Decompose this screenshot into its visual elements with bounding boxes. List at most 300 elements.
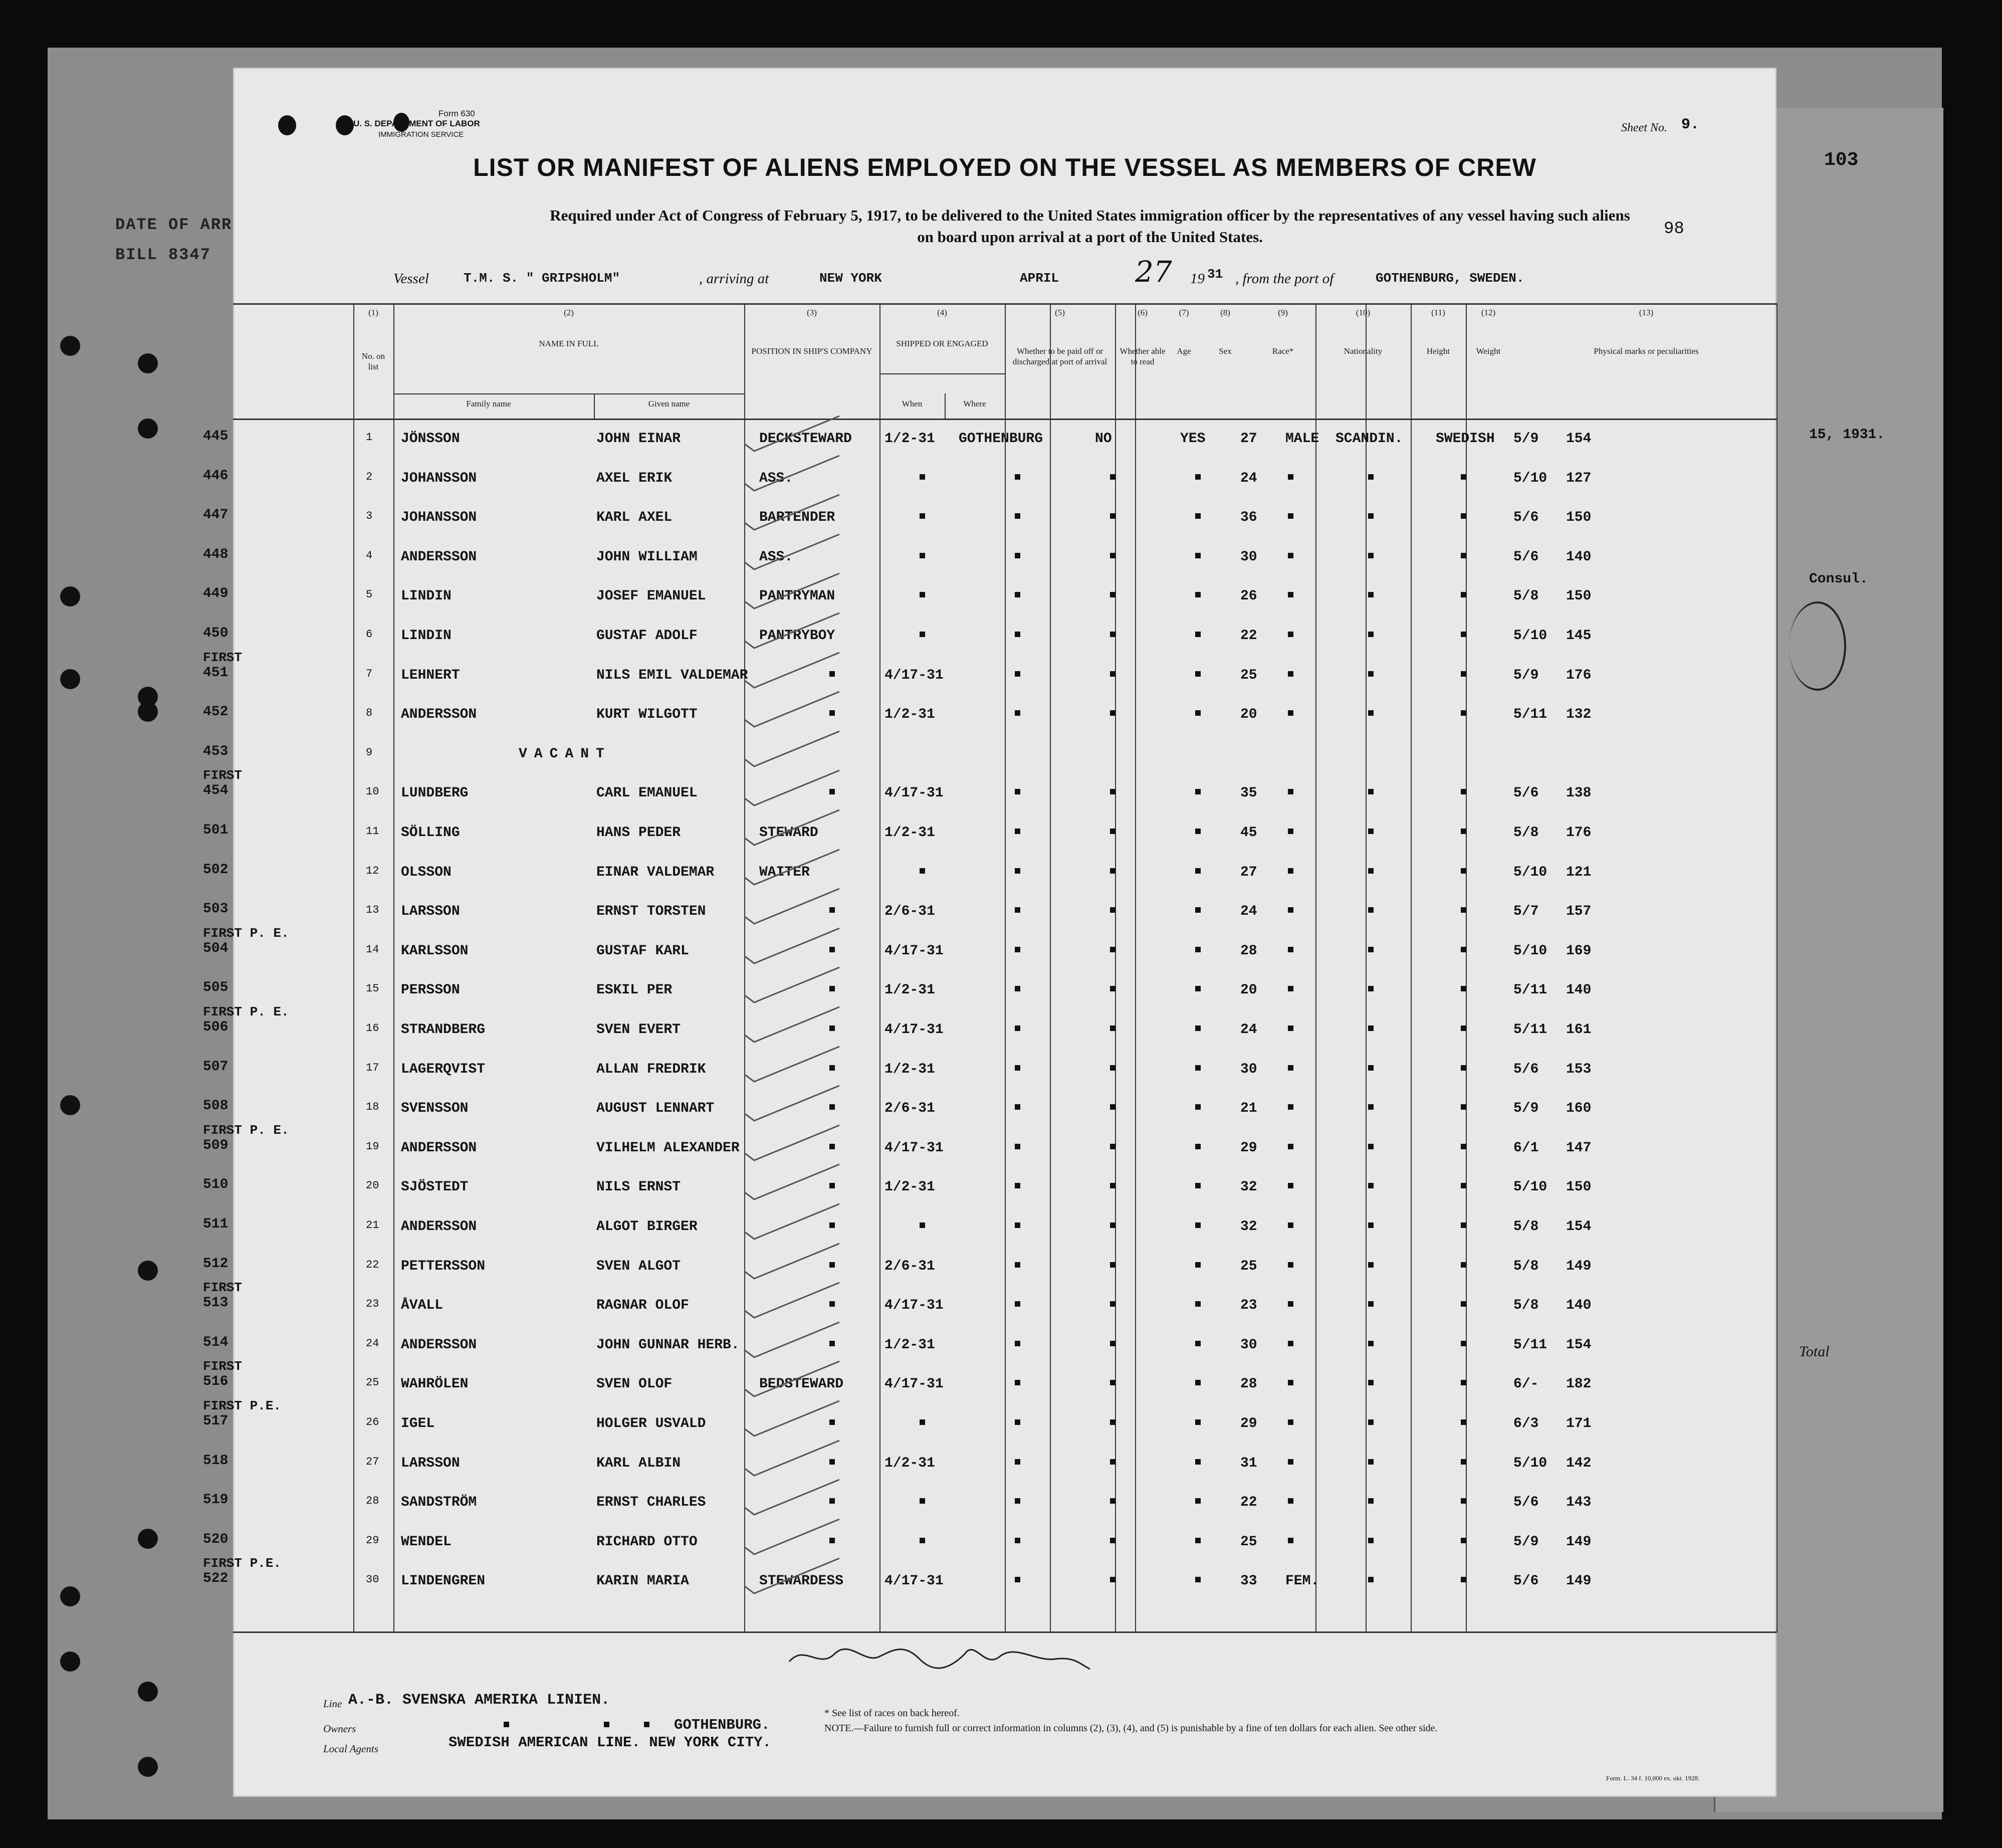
column-label: Age (1177, 346, 1191, 356)
family-name: JOHANSSON (401, 470, 477, 486)
check-mark-icon (734, 1359, 844, 1399)
ditto-mark (1461, 553, 1466, 558)
ditto-mark (1288, 1104, 1293, 1110)
ditto-mark (1110, 1144, 1116, 1149)
family-name: LARSSON (401, 904, 460, 920)
ditto-mark (1368, 868, 1374, 874)
ditto-mark (1368, 632, 1374, 637)
age: 20 (1240, 982, 1257, 998)
height: 5/10 (1513, 943, 1547, 959)
ditto-mark (1288, 1459, 1293, 1465)
manifest-subtitle-2: on board upon arrival at a port of the United States. (917, 228, 1263, 246)
ditto-mark (1110, 474, 1116, 480)
age: 30 (1240, 1061, 1257, 1077)
column-number: (2) (564, 308, 574, 317)
ditto-mark (1368, 986, 1374, 991)
height: 5/8 (1513, 588, 1539, 604)
agents-value: SWEDISH AMERICAN LINE. NEW YORK CITY. (449, 1734, 771, 1751)
ditto-mark (1288, 1498, 1293, 1504)
height: 5/10 (1513, 628, 1547, 644)
family-name: LARSSON (401, 1455, 460, 1471)
column-rule (1050, 303, 1051, 1632)
given-name: GUSTAF KARL (596, 943, 689, 959)
check-mark-icon (734, 492, 844, 532)
ditto-mark (1288, 474, 1293, 480)
height: 5/8 (1513, 1298, 1539, 1314)
year-prefix: 19 (1190, 271, 1205, 287)
weight: 132 (1566, 707, 1592, 723)
service-name: IMMIGRATION SERVICE (378, 130, 464, 139)
column-label: POSITION IN SHIP'S COMPANY (751, 346, 872, 356)
height: 5/6 (1513, 549, 1539, 565)
ditto-mark (1288, 829, 1293, 834)
row-number: 30 (366, 1573, 379, 1586)
check-mark-icon (734, 1083, 844, 1123)
ditto-mark (1015, 1380, 1020, 1385)
family-name: PERSSON (401, 982, 460, 998)
shipped-when: 2/6-31 (884, 1101, 935, 1117)
list-number: 522 (203, 1571, 229, 1587)
height: 6/3 (1513, 1416, 1539, 1431)
age: 36 (1240, 510, 1257, 526)
ditto-mark (1288, 710, 1293, 716)
ditto-mark (1288, 1341, 1293, 1346)
column-rule (1776, 303, 1777, 1632)
list-number: 447 (203, 507, 229, 523)
ditto-mark (1368, 1222, 1374, 1228)
height: 5/9 (1513, 1101, 1539, 1117)
ditto-mark (1195, 868, 1201, 874)
shipped-when: 1/2-31 (884, 1455, 935, 1471)
list-number: 503 (203, 901, 229, 917)
check-mark-icon (734, 689, 844, 729)
row-number: 16 (366, 1022, 379, 1035)
family-name: ANDERSSON (401, 549, 477, 565)
shipped-when: 4/17-31 (884, 667, 944, 683)
ditto-mark (1110, 1538, 1116, 1543)
check-mark-icon (734, 1201, 844, 1242)
ditto-mark (1288, 1419, 1293, 1425)
weight: 161 (1566, 1022, 1592, 1038)
height: 5/6 (1513, 1573, 1539, 1589)
age: 30 (1240, 1337, 1257, 1353)
punch-hole (60, 1095, 80, 1115)
given-name: ALLAN FREDRIK (596, 1061, 706, 1077)
column-label: No. on list (361, 351, 385, 371)
ditto-mark (1015, 671, 1020, 677)
subheader-rule (393, 393, 744, 394)
ditto-mark (1195, 553, 1201, 558)
ditto-mark (1461, 1025, 1466, 1031)
ditto-mark (1195, 710, 1201, 716)
column-rule (1135, 303, 1136, 1632)
ditto-mark (920, 1222, 925, 1228)
row-number: 28 (366, 1495, 379, 1508)
family-name: KARLSSON (401, 943, 469, 959)
subheader-where: Where (963, 399, 986, 408)
ditto-mark (1461, 907, 1466, 913)
weight: 154 (1566, 1219, 1592, 1235)
ditto-mark (1195, 1183, 1201, 1188)
age: 35 (1240, 785, 1257, 801)
row-number: 10 (366, 785, 379, 798)
check-mark-icon (734, 1398, 844, 1439)
row-number: 15 (366, 982, 379, 995)
punch-hole (138, 419, 158, 439)
height: 6/- (1513, 1376, 1539, 1392)
row-number: 8 (366, 707, 373, 720)
punch-hole (60, 1586, 80, 1606)
form-number: Form. L. 34 f. 10,000 ex. okt. 1928. (1606, 1774, 1700, 1782)
row-number: 5 (366, 588, 373, 601)
arrival-month: APRIL (1020, 271, 1059, 286)
ditto-mark (1368, 947, 1374, 952)
check-mark-icon (734, 768, 844, 808)
manifest-page (203, 68, 1776, 1797)
row-mark: FIRST (203, 1280, 243, 1296)
row-number: 26 (366, 1416, 379, 1428)
family-name: ÅVALL (401, 1298, 443, 1314)
list-number: 453 (203, 743, 229, 759)
ditto-mark (1368, 829, 1374, 834)
list-number: 519 (203, 1492, 229, 1508)
list-number: 450 (203, 626, 229, 641)
family-name: LINDIN (401, 588, 452, 604)
ditto-mark (1288, 632, 1293, 637)
check-mark-icon (734, 1477, 844, 1517)
column-number: (9) (1278, 308, 1288, 317)
ditto-mark (1461, 829, 1466, 834)
age: 30 (1240, 549, 1257, 565)
ditto-mark (1288, 553, 1293, 558)
check-mark-icon (734, 610, 844, 651)
punch-hole (138, 1529, 158, 1549)
height: 5/8 (1513, 1219, 1539, 1235)
ditto-mark (1368, 1025, 1374, 1031)
position: PANTRYBOY (759, 628, 835, 644)
ditto-mark (1368, 474, 1374, 480)
row-number: 22 (366, 1258, 379, 1271)
sex: FEM. (1285, 1573, 1319, 1589)
column-rule (1411, 303, 1412, 1632)
ditto-mark (1288, 986, 1293, 991)
ditto-mark (1195, 1577, 1201, 1582)
left-strip-bill: BILL 8347 (115, 246, 211, 264)
weight: 176 (1566, 825, 1592, 841)
sheet-number: 9. (1681, 116, 1700, 133)
departure-port: GOTHENBURG, SWEDEN. (1376, 271, 1524, 286)
arrival-port: NEW YORK (819, 271, 882, 286)
weight: 150 (1566, 1179, 1592, 1195)
ditto-mark (1288, 789, 1293, 794)
list-number: 520 (203, 1531, 229, 1547)
ditto-mark (1195, 1498, 1201, 1504)
family-name: VACANT (519, 746, 611, 762)
list-number: 501 (203, 823, 229, 838)
row-number: 1 (366, 431, 373, 444)
ditto-mark (1110, 1301, 1116, 1307)
ditto-mark (1195, 1262, 1201, 1268)
ditto-mark (1195, 1025, 1201, 1031)
row-number: 29 (366, 1534, 379, 1547)
given-name: RICHARD OTTO (596, 1534, 698, 1550)
ditto-mark (1110, 1419, 1116, 1425)
ditto-mark (1461, 1065, 1466, 1071)
ditto-mark (1288, 1065, 1293, 1071)
list-number: 518 (203, 1453, 229, 1469)
family-name: JÖNSSON (401, 431, 460, 447)
weight: 145 (1566, 628, 1592, 644)
ditto-mark (1461, 1419, 1466, 1425)
row-mark: FIRST P. E. (203, 1004, 289, 1019)
given-name: VILHELM ALEXANDER (596, 1140, 740, 1156)
weight: 127 (1566, 470, 1592, 486)
ditto-mark (1368, 592, 1374, 597)
height: 6/1 (1513, 1140, 1539, 1156)
given-name: CARL EMANUEL (596, 785, 698, 801)
weight: 140 (1566, 1298, 1592, 1314)
ditto-mark (920, 474, 925, 480)
manifest-subtitle-1: Required under Act of Congress of February 5, 1917, to be delivered to the United States immigration officer by the representatives of any vessel having such aliens (550, 207, 1630, 224)
ditto-mark (1195, 1538, 1201, 1543)
ditto-mark (1461, 1183, 1466, 1188)
given-name: ALGOT BIRGER (596, 1219, 698, 1235)
shipped-when: 4/17-31 (884, 785, 944, 801)
punch-hole (60, 336, 80, 356)
ditto-mark (920, 513, 925, 519)
row-number: 4 (366, 549, 373, 562)
shipped-when: 1/2-31 (884, 825, 935, 841)
height: 5/8 (1513, 1258, 1539, 1274)
row-mark: FIRST (203, 650, 243, 665)
weight: 154 (1566, 431, 1592, 447)
list-number: 510 (203, 1177, 229, 1193)
height: 5/11 (1513, 982, 1547, 998)
given-name: AUGUST LENNART (596, 1101, 715, 1117)
column-rule (879, 303, 880, 1632)
ditto-mark (1288, 1025, 1293, 1031)
list-number: 507 (203, 1059, 229, 1075)
ditto-mark (1015, 1419, 1020, 1425)
age: 26 (1240, 588, 1257, 604)
family-name: ANDERSSON (401, 1219, 477, 1235)
ditto-mark (1195, 1301, 1201, 1307)
punch-hole (60, 1652, 80, 1672)
column-number: (1) (368, 308, 378, 317)
ditto-mark (1368, 1538, 1374, 1543)
ditto-mark (1461, 1577, 1466, 1582)
height: 5/7 (1513, 904, 1539, 920)
ditto-mark (1110, 1104, 1116, 1110)
age: 24 (1240, 1022, 1257, 1038)
punch-hole (138, 1757, 158, 1777)
family-name: IGEL (401, 1416, 435, 1431)
list-number: 454 (203, 783, 229, 799)
shipped-when: 4/17-31 (884, 1298, 944, 1314)
list-number: 511 (203, 1216, 229, 1232)
row-number: 3 (366, 510, 373, 523)
ditto-mark (1015, 986, 1020, 991)
ditto-mark (1110, 1222, 1116, 1228)
ditto-mark (504, 1722, 509, 1727)
subheader-given: Given name (648, 399, 690, 408)
position: PANTRYMAN (759, 588, 835, 604)
row-number: 17 (366, 1061, 379, 1074)
ditto-mark (1110, 1065, 1116, 1071)
ditto-mark (1368, 1183, 1374, 1188)
page-number: 103 (1824, 149, 1859, 171)
ditto-mark (920, 1498, 925, 1504)
family-name: WAHRÖLEN (401, 1376, 469, 1392)
vessel-label: Vessel (393, 271, 429, 287)
list-number: 506 (203, 1019, 229, 1035)
shipped-when: 2/6-31 (884, 904, 935, 920)
position: DECKSTEWARD (759, 431, 852, 447)
column-number: (10) (1356, 308, 1371, 317)
ditto-mark (1110, 1577, 1116, 1582)
list-number: 516 (203, 1374, 229, 1390)
ditto-mark (1288, 1262, 1293, 1268)
ditto-mark (1015, 1498, 1020, 1504)
shipped-when: 2/6-31 (884, 1258, 935, 1274)
nationality: SWEDISH (1436, 431, 1495, 447)
ditto-mark (1015, 1459, 1020, 1465)
given-name: SVEN OLOF (596, 1376, 673, 1392)
check-mark-icon (734, 886, 844, 926)
row-number: 19 (366, 1140, 379, 1153)
ditto-mark (1195, 986, 1201, 991)
ditto-mark (1461, 1341, 1466, 1346)
column-number: (4) (937, 308, 947, 317)
list-number: 505 (203, 980, 229, 996)
ditto-mark (1015, 632, 1020, 637)
check-mark-icon (734, 1044, 844, 1084)
check-mark-icon (734, 414, 844, 454)
ditto-mark (1015, 947, 1020, 952)
ditto-mark (1110, 671, 1116, 677)
check-mark-icon (734, 1556, 844, 1596)
ditto-mark (1461, 1498, 1466, 1504)
ditto-mark (1461, 789, 1466, 794)
ditto-mark (1288, 1144, 1293, 1149)
weight: 160 (1566, 1101, 1592, 1117)
height: 5/6 (1513, 510, 1539, 526)
right-strip-date: 15, 1931. (1809, 427, 1885, 443)
department-name: U. S. DEPARTMENT OF LABOR (353, 119, 480, 128)
row-mark: FIRST P.E. (203, 1556, 282, 1571)
check-mark-icon (734, 571, 844, 611)
subheader-rule (594, 393, 595, 420)
row-number: 27 (366, 1455, 379, 1468)
ditto-mark (1461, 986, 1466, 991)
family-name: LINDENGREN (401, 1573, 486, 1589)
column-rule (1315, 303, 1316, 1632)
row-number: 11 (366, 825, 379, 838)
weight: 150 (1566, 588, 1592, 604)
weight: 149 (1566, 1573, 1592, 1589)
ditto-mark (1461, 710, 1466, 716)
penalty-note: NOTE.—Failure to furnish full or correct information in columns (2), (3), (4), and (5) is punishable by a fine of ten dollars for each alien. See other side. (824, 1723, 1438, 1734)
age: 45 (1240, 825, 1257, 841)
list-number: 502 (203, 862, 229, 878)
height: 5/8 (1513, 825, 1539, 841)
ditto-mark (1015, 1577, 1020, 1582)
right-strip-consul: Consul. (1809, 571, 1868, 587)
list-number: 448 (203, 546, 229, 562)
ditto-mark (1195, 907, 1201, 913)
given-name: KARIN MARIA (596, 1573, 689, 1589)
ditto-mark (1368, 1459, 1374, 1465)
list-number: 512 (203, 1256, 229, 1272)
ditto-mark (1015, 1301, 1020, 1307)
row-mark: FIRST P.E. (203, 1398, 282, 1413)
given-name: RAGNAR OLOF (596, 1298, 689, 1314)
consular-seal (1789, 601, 1846, 691)
given-name: ERNST TORSTEN (596, 904, 706, 920)
family-name: SANDSTRÖM (401, 1495, 477, 1511)
age: 23 (1240, 1298, 1257, 1314)
punch-hole (278, 115, 296, 135)
position: BARTENDER (759, 510, 835, 526)
form-label: Form 630 (438, 109, 475, 118)
ditto-mark (1110, 829, 1116, 834)
line-label: Line (323, 1698, 342, 1710)
check-mark-icon (734, 926, 844, 966)
given-name: EINAR VALDEMAR (596, 864, 715, 880)
ditto-mark (1368, 553, 1374, 558)
ditto-mark (1110, 947, 1116, 952)
position: WAITER (759, 864, 810, 880)
age: 22 (1240, 1495, 1257, 1511)
weight: 182 (1566, 1376, 1592, 1392)
column-label: NAME IN FULL (539, 339, 599, 348)
column-rule (393, 303, 394, 1632)
ditto-mark (1195, 1459, 1201, 1465)
check-mark-icon (734, 807, 844, 848)
ditto-mark (1368, 1104, 1374, 1110)
given-name: NILS ERNST (596, 1179, 681, 1195)
ditto-mark (1461, 947, 1466, 952)
ditto-mark (1461, 868, 1466, 874)
ditto-mark (920, 1419, 925, 1425)
ditto-mark (1461, 1301, 1466, 1307)
ditto-mark (1110, 632, 1116, 637)
ditto-mark (1288, 513, 1293, 519)
punch-hole (138, 702, 158, 722)
ditto-mark (920, 1538, 925, 1543)
ditto-mark (1015, 1183, 1020, 1188)
ditto-mark (1288, 592, 1293, 597)
age: 28 (1240, 943, 1257, 959)
column-label: SHIPPED OR ENGAGED (896, 339, 988, 348)
weight: 154 (1566, 1337, 1592, 1353)
ditto-mark (1195, 1419, 1201, 1425)
row-number: 25 (366, 1376, 379, 1389)
owners-label: Owners (323, 1723, 356, 1735)
ditto-mark (1110, 789, 1116, 794)
height: 5/9 (1513, 1534, 1539, 1550)
family-name: STRANDBERG (401, 1022, 486, 1038)
family-name: LEHNERT (401, 667, 460, 683)
height: 5/10 (1513, 864, 1547, 880)
ditto-mark (1288, 1183, 1293, 1188)
given-name: ESKIL PER (596, 982, 673, 998)
height: 5/11 (1513, 1337, 1547, 1353)
given-name: AXEL ERIK (596, 470, 673, 486)
column-number: (7) (1179, 308, 1189, 317)
weight: 153 (1566, 1061, 1592, 1077)
ditto-mark (1461, 1380, 1466, 1385)
